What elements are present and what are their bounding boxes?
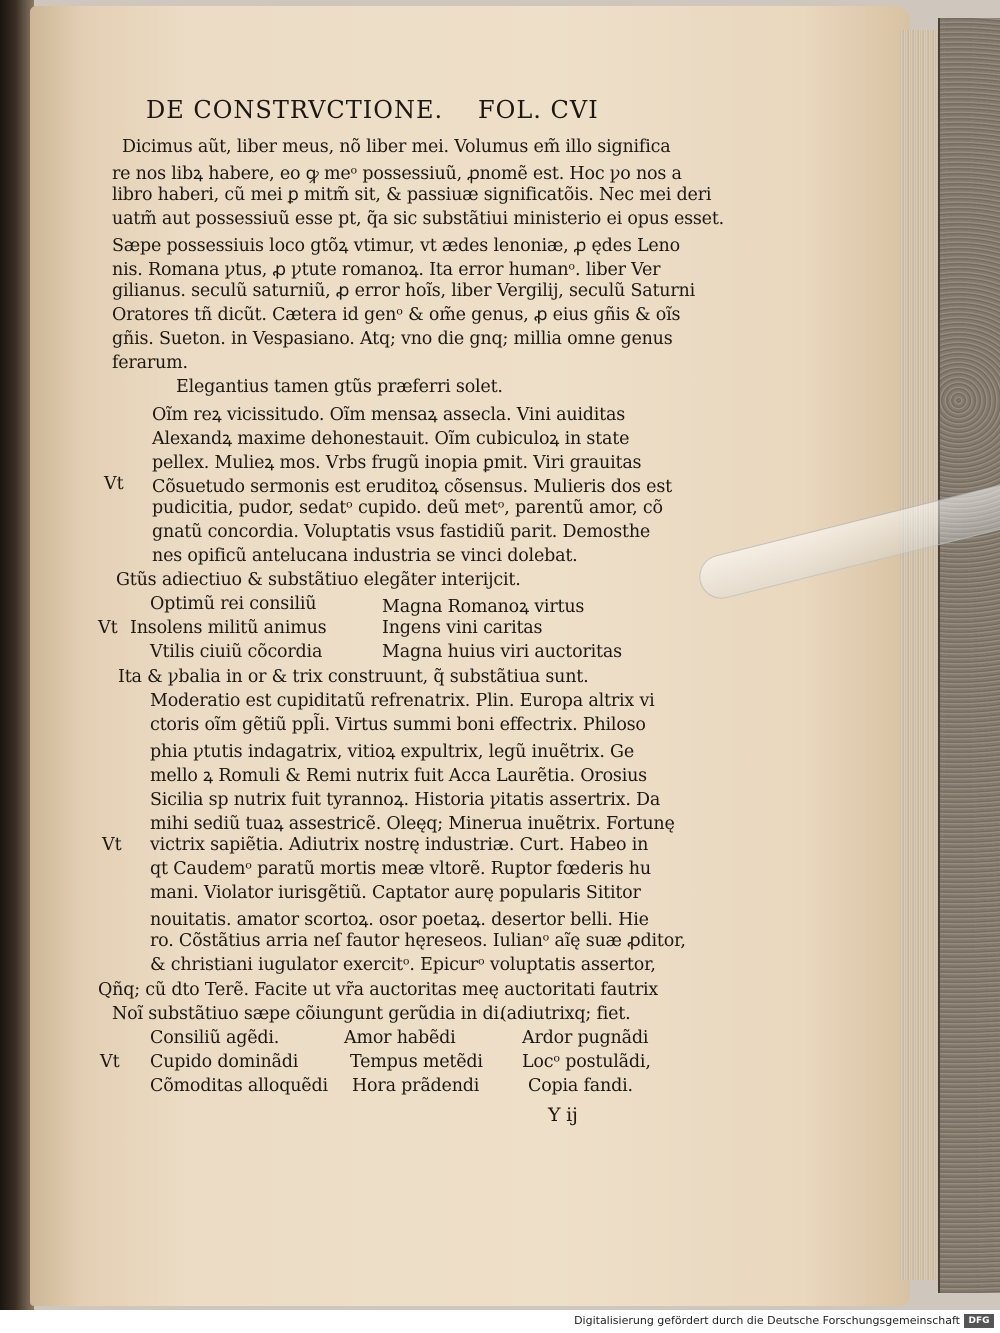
body-line: libro haberi, cũ mei ꝑ mitm̃ sit, & passiuæ significatõis. Nec mei deri <box>112 185 712 205</box>
footer-bar <box>0 1310 1000 1333</box>
example-line: mani. Violator iurisgẽtiũ. Captator aurę popularis Sititor <box>150 883 641 903</box>
example-cell: Ardor pugnãdi <box>522 1028 649 1048</box>
example-cell: Tempus metẽdi <box>350 1052 483 1072</box>
body-line: Dicimus aũt, liber meus, nõ liber mei. Volumus em̃ illo significa <box>122 137 671 157</box>
example-line: mello ꝝ Romuli & Remi nutrix fuit Acca Laurẽtia. Orosius <box>150 766 647 786</box>
dfg-logo-icon: DFG <box>964 1314 994 1328</box>
body-line: uatm̃ aut possessiuũ esse pt, q̃a sic substãtiui ministerio ei opus esset. <box>112 209 725 229</box>
example-cell: Cupido dominãdi <box>150 1052 299 1072</box>
example-line: ctoris oĩm gẽtiũ ppl̃i. Virtus summi boni effectrix. Philoso <box>150 715 646 735</box>
example-cell: Optimũ rei consiliũ <box>150 594 317 614</box>
example-line: nouitatis. amator scortoꝝ. osor poetaꝝ. desertor belli. Hie <box>150 910 649 930</box>
example-line: ro. Cõstãtius arria neſ fautor hęreseos. Iulianᵒ aĩę suæ ꝓditor, <box>150 931 686 951</box>
body-line: ferarum. <box>112 353 188 373</box>
example-cell: Magna Romanoꝝ virtus <box>382 597 585 617</box>
example-line: Sicilia sp nutrix fuit tyrannoꝝ. Historia ꝩitatis assertrix. Da <box>150 790 661 810</box>
example-line: nes opificũ antelucana industria se vinci dolebat. <box>152 546 578 566</box>
example-cell: Cõmoditas alloquẽdi <box>150 1076 328 1096</box>
example-cell: Consiliũ agẽdi. <box>150 1028 280 1048</box>
margin-marker: Vt <box>100 1052 120 1072</box>
section-intro: Gtũs adiectiuo & substãtiuo elegãter interijcit. <box>116 570 521 590</box>
example-line: Oĩm reꝝ vicissitudo. Oĩm mensaꝝ assecla. Vini auiditas <box>152 405 626 425</box>
example-cell: Copia fandi. <box>528 1076 633 1096</box>
example-line: victrix sapiẽtia. Adiutrix nostrę industriæ. Curt. Habeo in <box>150 835 649 855</box>
signature-mark: Y ij <box>548 1104 578 1126</box>
section-intro: Elegantius tamen gtũs præferri solet. <box>176 377 503 397</box>
section-intro: Ita & ꝩbalia in or & trix construunt, q̃ substãtiua sunt. <box>118 667 589 687</box>
example-cell: Ingens vini caritas <box>382 618 543 638</box>
example-line: qt Caudemᵒ paratũ mortis meæ vltorẽ. Ruptor fœderis hu <box>150 859 651 879</box>
body-line: Sæpe possessiuis loco gtõꝝ vtimur, vt ædes lenoniæ, ꝓ ędes Leno <box>112 236 680 256</box>
body-line: gilianus. seculũ saturniũ, ꝓ error hoĩs, liber Vergilij, seculũ Saturni <box>112 281 696 301</box>
margin-marker: Vt <box>102 835 122 855</box>
example-line: gnatũ concordia. Voluptatis vsus fastidiũ parit. Demosthe <box>152 522 651 542</box>
example-line: mihi sediũ tuaꝝ assestricẽ. Oleęq; Minerua inuẽtrix. Fortunę <box>150 814 675 834</box>
example-line: phia ꝩtutis indagatrix, vitioꝝ expultrix, legũ inuẽtrix. Ge <box>150 742 634 762</box>
example-line: & christiani iugulator exercitᵒ. Epicurᵒ voluptatis assertor, <box>150 955 656 975</box>
example-cell: Hora prãdendi <box>352 1076 480 1096</box>
example-cell: Vtilis ciuiũ cõcordia <box>150 642 323 662</box>
example-line: Cõsuetudo sermonis est eruditoꝝ cõsensus. Mulieris dos est <box>152 477 672 497</box>
example-cell: Locᵒ postulãdi, <box>522 1052 651 1072</box>
example-cell: Amor habẽdi <box>344 1028 456 1048</box>
margin-marker: Vt <box>104 474 124 494</box>
body-line: re nos libꝝ habere, eo ꝙ meᵒ possessiuũ, ꝓnomẽ est. Hoc ꝩo nos a <box>112 164 682 184</box>
example-line: Alexandꝝ maxime dehonestauit. Oĩm cubiculoꝝ in state <box>152 429 630 449</box>
footer-credit: Digitalisierung gefördert durch die Deutsche Forschungsgemeinschaft <box>574 1314 960 1327</box>
example-line: pellex. Mulieꝝ mos. Vrbs frugũ inopia ꝑmit. Viri grauitas <box>152 453 642 473</box>
folio-number: FOL. CVI <box>478 96 599 124</box>
example-line: Moderatio est cupiditatũ refrenatrix. Plin. Europa altrix vi <box>150 691 655 711</box>
example-line: pudicitia, pudor, sedatᵒ cupido. deũ metᵒ, parentũ amor, cõ <box>152 498 663 518</box>
margin-marker: Vt <box>98 618 118 638</box>
body-line: gñis. Sueton. in Vespasiano. Atq; vno die gnq; millia omne genus <box>112 329 673 349</box>
example-cell: Insolens militũ animus <box>130 618 327 638</box>
section-intro-continuation: (adiutrixq; fiet. <box>500 1004 631 1024</box>
body-line: nis. Romana ꝩtus, ꝓ ꝩtute romanoꝝ. Ita error humanᵒ. liber Ver <box>112 260 661 280</box>
body-line: Oratores tñ dicũt. Cætera id genᵒ & om̃e genus, ꝓ eius gñis & oĩs <box>112 305 681 325</box>
section-intro: Noĩ substãtiuo sæpe cõiungunt gerũdia in di. <box>112 1004 505 1024</box>
section-intro: Qñq; cũ dto Terẽ. Facite ut vr̃a auctoritas meę auctoritati fautrix <box>98 980 659 1000</box>
example-cell: Magna huius viri auctoritas <box>382 642 622 662</box>
running-head-title: DE CONSTRVCTIONE. <box>146 96 444 124</box>
